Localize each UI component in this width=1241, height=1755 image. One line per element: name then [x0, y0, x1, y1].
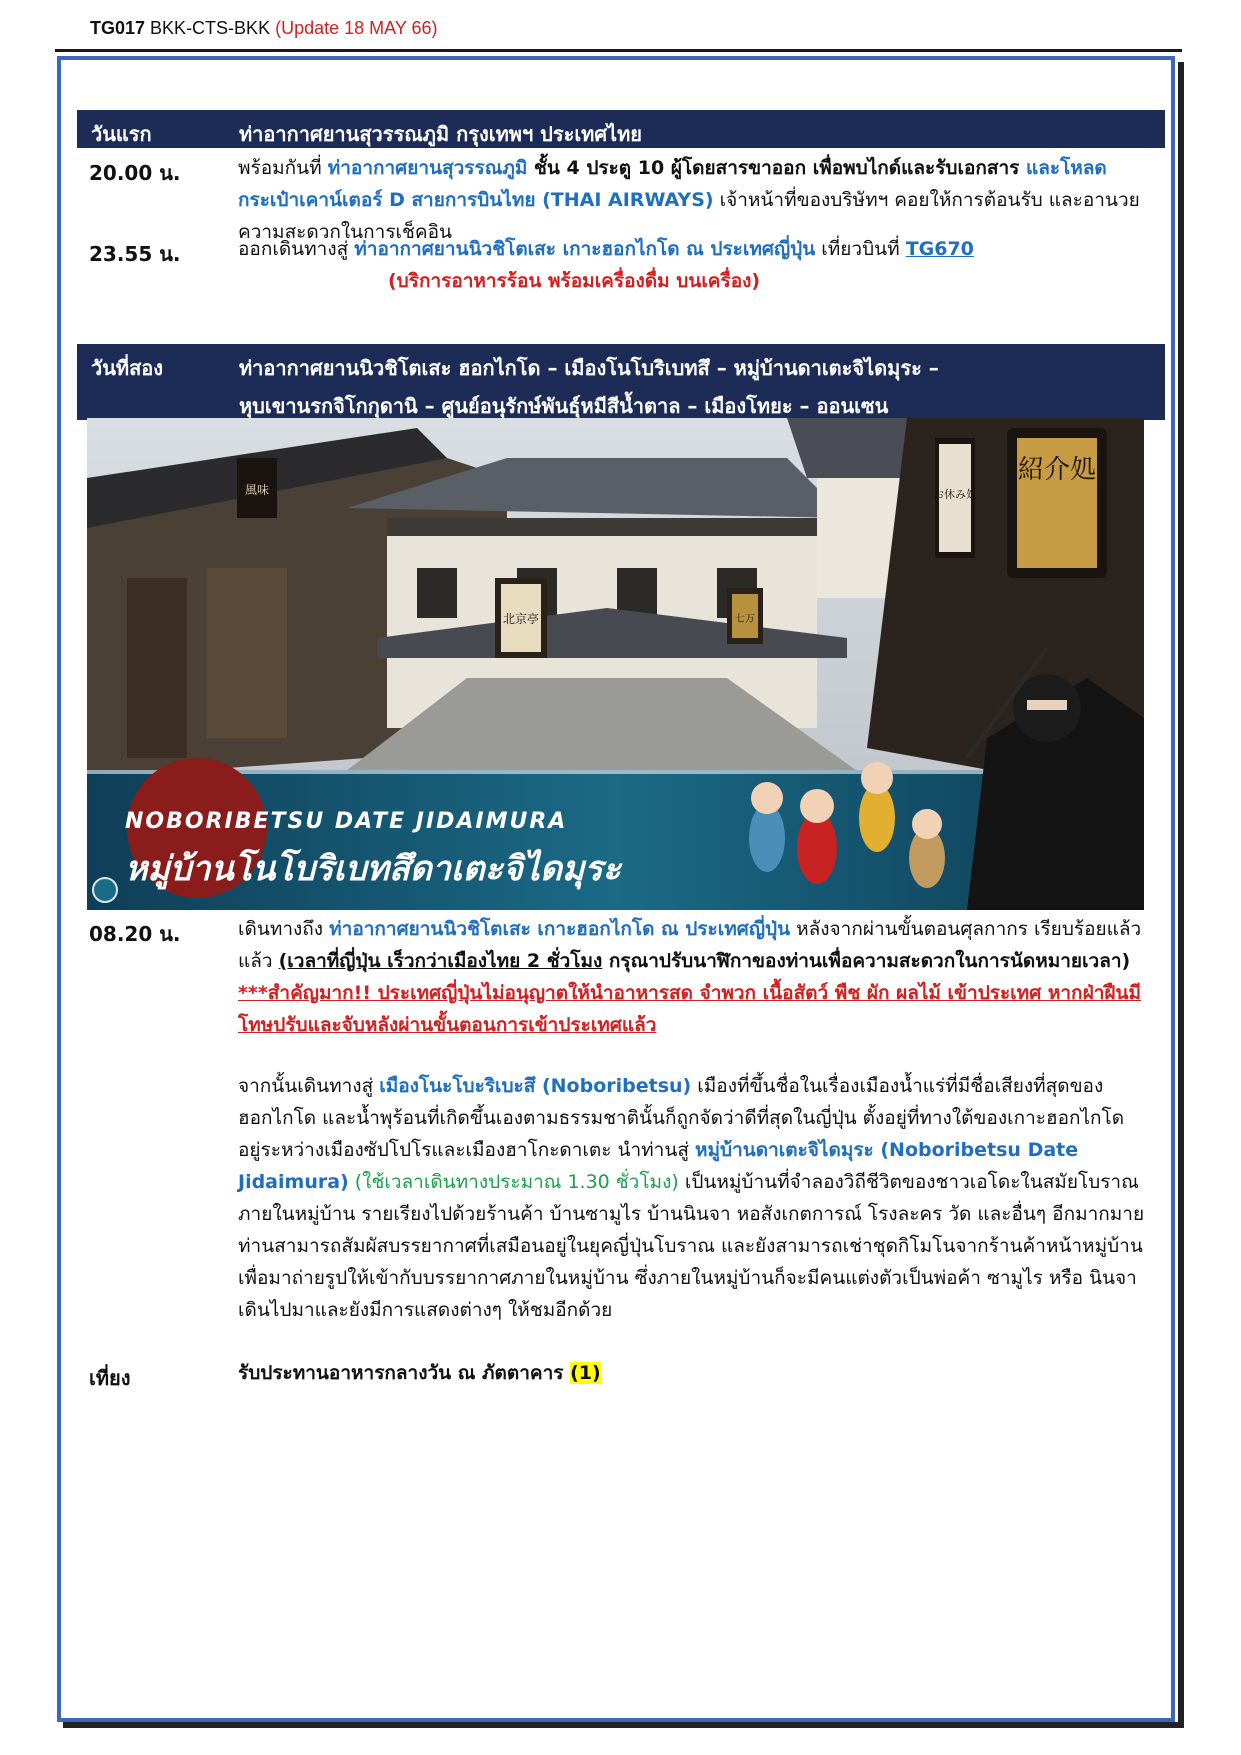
- frame-shadow-right: [1178, 62, 1184, 1728]
- frame-shadow-bottom: [63, 1722, 1184, 1728]
- day1-heading: [77, 110, 1165, 148]
- sign-text-4: 七万: [735, 614, 755, 625]
- day2-visit: จากนั้นเดินทางสู่ เมืองโนะโบะริเบะสึ (Noboribetsu) เมืองที่ขึ้นชื่อในเรื่องเมืองน้ำแร่ที่มีชื่อเสียงที่สุดของฮอกไกโด และน้ำพุร้อนที่เกิดขึ้นเองตามธรรมชาตินั้นก็ถูกจัดว่าดีที่สุดในญี่ปุ่น ตั้งอยู่ที่ทางใต้ของเกาะฮอกไกโด อยู่ระหว่างเมืองซัปโปโรและเมืองฮาโกะดาเตะ นำท่านสู่ หมู่บ้านดาเตะจิไดมุระ (Noboribetsu Date Jidaimura) (ใช้เวลาเดินทางประมาณ 1.30 ชั่วโมง) เป็นหมู่บ้านที่จำลองวิถีชีวิตของชาวเอโดะในสมัยโบราณ ภายในหมู่บ้าน รายเรียงไปด้วยร้านค้า บ้านซามูไร บ้านนินจา หอสังเกตการณ์ โรงละคร วัด และอื่นๆ อีกมากมาย ท่านสามารถสัมผัสบรรยากาศที่เสมือนอยู่ในยุคญี่ปุ่นโบราณ และยังสามารถเช่าชุดกิโมโนจากร้านค้าหน้าหมู่บ้านเพื่อมาถ่ายรูปให้เข้ากับบรรยากาศภายในหมู่บ้าน ซึ่งภายในหมู่บ้านก็จะมีคนแต่งตัวเป็นพ่อค้า ซามูไร หรือ นินจา เดินไปมาและยังมีการแสดงต่างๆ ให้ชมอีกด้วย: [238, 1075, 1145, 1321]
- day1-time-1: 20.00 น.: [89, 161, 181, 185]
- header-rule: [55, 49, 1182, 52]
- day2-time-lunch: เที่ยง: [89, 1366, 131, 1390]
- warning-note: ***สำคัญมาก!! ประเทศญี่ปุ่นไม่อนุญาตให้นำอาหารสด จำพวก เนื้อสัตว์ พืช ผัก ผลไม้ เข้าประเทศ หากฝ่าฝืนมีโทษปรับและจับหลังผ่านขั้นตอนการเข้าประเทศแล้ว: [238, 982, 1142, 1036]
- meal-note: (บริการอาหารร้อน พร้อมเครื่องดื่ม บนเครื่อง): [388, 270, 761, 292]
- flight-number: TG670: [905, 238, 974, 260]
- banner-title-th: หมู่บ้านโนโบริเบทสึดาเตะจิไดมุระ: [125, 849, 621, 889]
- meal-number: (1): [570, 1362, 601, 1384]
- sign-text-1: 北京亭: [502, 612, 540, 626]
- day1-title: ท่าอากาศยานสุวรรณภูมิ กรุงเทพฯ ประเทศไทย: [239, 122, 642, 146]
- day2-label: วันที่สอง: [91, 356, 164, 380]
- village-banner-image: [87, 418, 1144, 910]
- day2-lunch: รับประทานอาหารกลางวัน ณ ภัตตาคาร (1): [238, 1362, 601, 1384]
- day1-item-2: ออกเดินทางสู่ ท่าอากาศยานนิวชิโตเสะ เกาะฮอกไกโด ณ ประเทศญี่ปุ่น เที่ยวบินที่ TG670: [238, 238, 974, 260]
- day2-time-arrival: 08.20 น.: [89, 922, 181, 946]
- sign-text-5: 風味: [244, 483, 270, 497]
- day1-item-1: พร้อมกันที่ ท่าอากาศยานสุวรรณภูมิ ชั้น 4 ประตู 10 ผู้โดยสารขาออก เพื่อพบไกด์และรับเอกสาร และโหลดกระเป๋าเคาน์เตอร์ D สายการบินไทย (THAI AIRWAYS) เจ้าหน้าที่ของบริษัทฯ คอยให้การต้อนรับ และอานวยความสะดวกในการเช็คอิน: [238, 157, 1140, 243]
- update-date: (Update 18 MAY 66): [275, 18, 438, 38]
- day2-heading: [77, 344, 1165, 420]
- day1-label: วันแรก: [91, 122, 152, 146]
- day2-title-line1: ท่าอากาศยานนิวชิโตเสะ ฮอกไกโด – เมืองโนโบริเบทสึ – หมู่บ้านดาเตะจิไดมุระ –: [239, 356, 939, 380]
- sign-text-3: お休み処: [933, 488, 977, 501]
- banner-title-en: NOBORIBETSU DATE JIDAIMURA: [125, 809, 568, 834]
- route: BKK-CTS-BKK: [150, 18, 271, 38]
- day2-arrival: เดินทางถึง ท่าอากาศยานนิวชิโตเสะ เกาะฮอกไกโด ณ ประเทศญี่ปุ่น หลังจากผ่านขั้นตอนศุลกากร เรียบร้อยแล้ว แล้ว (เวลาที่ญี่ปุ่น เร็วกว่าเมืองไทย 2 ชั่วโมง กรุณาปรับนาฬิกาของท่านเพื่อความสะดวกในการนัดหมายเวลา) ***สำคัญมาก!! ประเทศญี่ปุ่นไม่อนุญาตให้นำอาหารสด จำพวก เนื้อสัตว์ พืช ผัก ผลไม้ เข้าประเทศ หากฝ่าฝืนมีโทษปรับและจับหลังผ่านขั้นตอนการเข้าประเทศแล้ว: [238, 918, 1142, 1036]
- sign-text-2: 紹介処: [1017, 455, 1097, 485]
- day1-time-2: 23.55 น.: [89, 242, 181, 266]
- document-header: [90, 18, 438, 39]
- day2-title-line2: หุบเขานรกจิโกกุดานิ – ศูนย์อนุรักษ์พันธุ์หมีสีน้ำตาล – เมืองโทยะ – ออนเซน: [239, 394, 889, 418]
- tour-code: TG017: [90, 18, 146, 38]
